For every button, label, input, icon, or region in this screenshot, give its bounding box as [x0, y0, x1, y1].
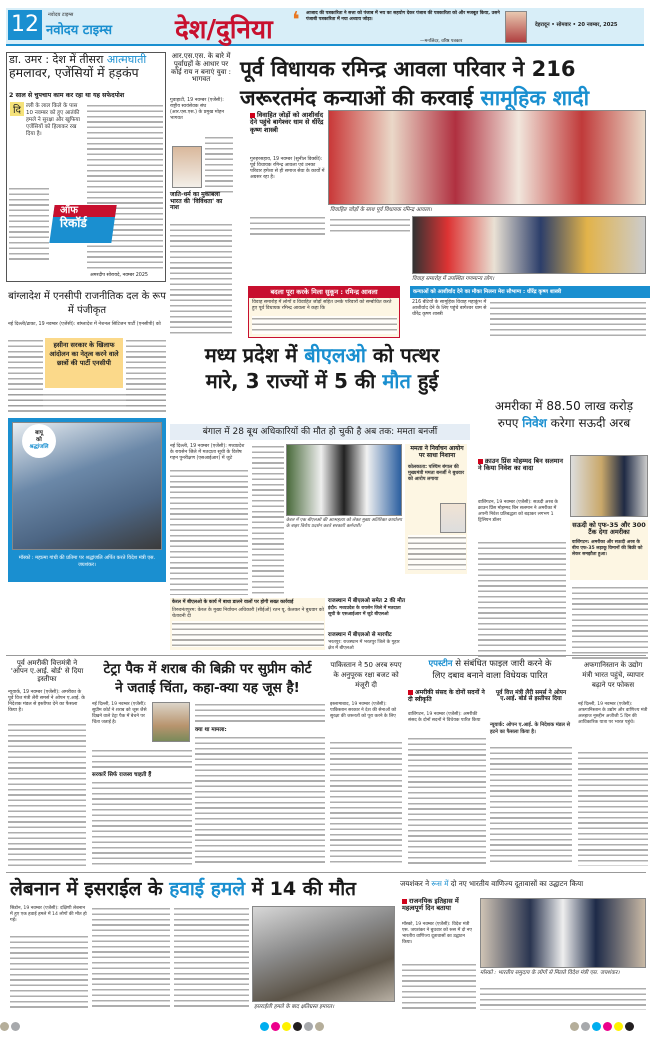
bluebar-text: 216 बेटियों के सामूहिक विवाह महाकुंभ में आशीर्वाद देने के लिए पहुंचे बागेश्वर धाम से धीरेंद्र कृष्ण शास्त्री [412, 300, 487, 317]
bengal-subbar: बंगाल में 28 बूथ अधिकारियों की मौत हो चुकी है अब तक: ममता बनर्जी [170, 424, 470, 440]
gandhi-caption: मॉस्को : महात्मा गांधी की प्रतिमा पर श्रद्धांजलि अर्पित करते विदेश मंत्री एस. जयशंकर। [18, 555, 156, 568]
bullet-icon [402, 899, 407, 904]
date-line: देहरादून • सोमवार • 20 नवम्बर, 2025 [535, 22, 618, 28]
main-subhead: विवाहित जोड़ों को आशीर्वाद देने पहुंचे बागेश्वर धाम से धीरेंद्र कृष्ण शास्त्री [250, 111, 324, 134]
lebanon-dateline: सिडोन, 19 नवम्बर (एजेंसी): दक्षिणी लेबनान में हुए एक हवाई हमले में 14 लोगों की मौत हो गई। [10, 906, 87, 923]
pakistan-dateline: इस्लामाबाद, 19 नवम्बर (एजेंसी): पाकिस्तान सरकार ने देश की सेनाओं को सुरक्षा की जरूरतों को पूरा करने के लिए [330, 702, 397, 719]
tetra-headline: टेट्रा पैक में शराब की बिक्री पर सुप्रीम कोर्ट ने जताई चिंता, कहा-क्या यह जूस है! [103, 661, 312, 696]
bhagwat-photo [172, 146, 202, 188]
rss-body-2 [170, 222, 232, 334]
mamata-body [408, 535, 466, 570]
jaishankar-photo [480, 898, 646, 968]
registration-dot [304, 1022, 313, 1031]
quote-author-photo [505, 11, 527, 43]
mp-dateline: नई दिल्ली, 19 नवम्बर (एजेंसी): मध्यप्रदेश के रायसेन जिले में मतदाता सूची के विशेष गहन पुनरीक्षण (एसआईआर) में जुटे [170, 444, 245, 461]
rss-dateline: गुवाहाटी, 19 नवम्बर (एजेंसी): राष्ट्रीय स्वयंसेवक संघ (आर.एस.एस.) के प्रमुख मोहन भागवत [170, 98, 225, 121]
kerala-box-text: तिरुवनंतपुरम: केरल के मुख्य निर्वाचन अधिकारी (सीईओ) रतन यू. केलकर ने बुधवार को चेतावनी दी [172, 608, 324, 619]
kerala-box-body [172, 621, 324, 647]
lebanon-body-3 [174, 906, 249, 1010]
off-record-label: ऑफ रिकॉर्ड [60, 205, 87, 230]
main-photo-1 [328, 110, 646, 205]
main-photo-1-caption: विवाहित जोड़ों के साथ पूर्व विधायक रमिन्द्र आवला। [330, 207, 432, 213]
saudi-box-title: सऊदी को एफ-35 और 300 टैंक देगा अमरीका [572, 521, 646, 537]
summers-dateline: न्यूयार्क, 19 नवम्बर (एजेंसी): अमरीका के पूर्व वित्त मंत्री लैरी समर्स ने ओपन ए.आई. के निदेशक मंडल से इस्तीफा देने का फैसला किया है। [8, 690, 85, 713]
main-headline: पूर्व विधायक रमिन्द्र आवला परिवार ने 216 जरूरतमंद कन्याओं की करवाई सामूहिक शादी [240, 57, 590, 110]
saudi-photo [570, 455, 648, 517]
print-color-bar [0, 1020, 650, 1034]
bangladesh-dateline: नई दिल्ली/ढाका, 19 नवम्बर (एजेंसी): बांग्लादेश में नेशनल सिटिजन पार्टी (एनसीपी) को [8, 322, 161, 327]
lebanon-headline: लेबनान में इसराईल के हवाई हमले में 14 की मौत [10, 878, 356, 900]
umar-headline: डा. उमर : देश में तीसरा आत्मघाती हमलावर, एजेंसियों में हड़कंप [9, 53, 147, 81]
redbar-body [252, 316, 397, 334]
bangladesh-highlight: हसीना सरकार के खिलाफ आंदोलन का नेतृत्व करने वाले छात्रों की पार्टी एनसीपी [45, 338, 123, 388]
side1-text: इंदौर: मध्यप्रदेश के रायसेन जिले में मतदाता सूची के एसआईआर में जुटे बीएलओ [328, 606, 401, 617]
epstein-sub-left: अमरीकी संसद के दोनों सदनों ने दी स्वीकृति [408, 689, 485, 703]
registration-dot [293, 1022, 302, 1031]
jaishankar-body-2 [480, 986, 646, 1010]
lebanon-photo [252, 906, 395, 1002]
bluebar-body [490, 300, 646, 336]
afghan-body [578, 750, 648, 866]
umar-subhead: 2 साल से चुपचाप काम कर रहा था यह सफेदपोश [9, 92, 125, 99]
saudi-body [478, 540, 566, 660]
paper-small-logo: नवोदय टाइम्स [48, 12, 74, 18]
registration-dot [570, 1022, 579, 1031]
section-title: देश/दुनिया [175, 15, 273, 45]
epstein-body [408, 736, 486, 866]
jaishankar-body [402, 962, 476, 1010]
side2-title: राजस्थान में बीएलओ से मारपीट [328, 632, 392, 638]
tetra-body-2 [92, 780, 192, 866]
jaishankar-sub: राजनयिक इतिहास में महत्वपूर्ण दिन बताया [402, 897, 459, 913]
page-number: 12 [8, 10, 42, 40]
epstein-headline: एपस्टीन से संबंधित फाइल जारी करने के लिए दबाव बनाने वाला विधेयक पारित [428, 659, 552, 681]
bangladesh-body-b [8, 392, 166, 412]
saudi-body-2 [572, 585, 648, 660]
kerala-photo-caption: केरल में एक बीएलओ की आत्महत्या को लेकर मुख्य अतिरिक्त कार्यालय के बाहर विरोध प्रदर्शन करते सरकारी कर्मचारी। [286, 518, 402, 529]
registration-dot [282, 1022, 291, 1031]
bullet-icon [250, 113, 255, 118]
gandhi-label: बापू को श्रद्धांजलि [22, 424, 56, 458]
mp-headline: मध्य प्रदेश में बीएलओ को पत्थर मारे, 3 राज्यों में 5 की मौत हुई [204, 343, 440, 393]
registration-dot [592, 1022, 601, 1031]
umar-body-right [87, 103, 163, 269]
tetra-sub1: सरकारें सिर्फ राजस्व चाहती हैं [92, 772, 152, 778]
quote-mark: ❛ [292, 8, 300, 33]
registration-dot [603, 1022, 612, 1031]
jaishankar-dateline: मॉस्को, 19 नवम्बर (एजेंसी): विदेश मंत्री एस. जयशंकर ने बुधवार को रूस में दो नए भारतीय वाणिज्य दूतावासों का उद्घाटन किया। [402, 922, 472, 945]
pakistan-headline: पाकिस्तान ने 50 अरब रुपए के अनुपूरक रक्षा बजट को मंजूरी दी [330, 661, 402, 689]
mamata-text: कोलकाता: पश्चिम बंगाल की मुख्यमंत्री ममता बनर्जी ने बुधवार को आरोप लगाया [408, 465, 465, 482]
epstein-dateline: वाशिंगटन, 19 नवम्बर (एजेंसी): अमरीकी संसद के दोनों सदनों ने विधेयक पारित किया [408, 712, 481, 723]
mp-body-2 [252, 444, 284, 595]
lebanon-photo-caption: इसराईली हमले के बाद क्षतिग्रस्त इमारत। [254, 1004, 335, 1010]
bluebar-title: कन्याओं को आशीर्वाद देने का मौका मिलना मेरा सौभाग्य : धीरेंद्र कृष्ण शास्त्री [410, 286, 650, 298]
divider [6, 655, 646, 656]
tetra-sub2: क्या था मामला: [195, 727, 227, 733]
lebanon-body-2 [92, 906, 170, 1010]
main-photo-2-caption: विवाह समारोह में उपस्थित गणमान्य लोग। [412, 276, 495, 282]
saudi-dateline: वाशिंगटन, 19 नवम्बर (एजेंसी): सऊदी अरब के क्राउन प्रिंस मोहम्मद बिन सलमान ने अमरीका में अपनी निवेश प्रतिबद्धता को बढ़ाकर लगभग 1 ट्रिलियन डॉलर [478, 500, 558, 523]
paper-logo: नवोदय टाइम्स [46, 23, 113, 38]
supreme-court-photo [152, 702, 190, 742]
registration-dot [581, 1022, 590, 1031]
redbar-title: बदला पूरा करके मिला सुकून : रमिन्द्र आवला [248, 286, 400, 298]
main-body [250, 215, 325, 235]
jaishankar-photo-caption: मॉस्को : भारतीय समुदाय के लोगों से मिलते विदेश मंत्री एस. जयशंकर। [480, 970, 620, 976]
quote-author: —मनजिंदर, वरिष्ठ पत्रकार [420, 39, 463, 44]
kerala-protest-photo [286, 444, 402, 516]
umar-byline: अमरदीप सोरायदे, नवम्बर 2025 [90, 273, 148, 278]
main-photo-2 [412, 216, 646, 274]
registration-dot [271, 1022, 280, 1031]
kerala-box-title: केरल में बीएलओ के कार्य में बाधा डालने वालों पर होगी सख्त कार्रवाई [172, 600, 294, 605]
registration-dot [0, 1022, 9, 1031]
bangladesh-headline: बांग्लादेश में एनसीपी राजनीतिक दल के रूप में पंजीकृत [8, 291, 166, 316]
registration-dot [260, 1022, 269, 1031]
main-dateline: गुरुहरसहाय, 19 नवम्बर (सुनील विक्की): पूर्व विधायक रमिन्द्र आवला एवं उनका परिवार हमेशा से ही समाज सेवा के कार्यों में अग्रसर रहा है। [250, 157, 325, 180]
dropcap: दि [10, 102, 24, 116]
epstein-sub-right: पूर्व वित्त मंत्री लैरी समर्स ने ओपन ए.आई. बोर्ड से इस्तीफा दिया [495, 690, 567, 703]
bullet-icon [408, 690, 413, 695]
epstein-body-2 [490, 745, 572, 866]
mp-body [170, 468, 248, 595]
tetra-body-1 [92, 748, 192, 770]
main-body-2 [330, 217, 410, 235]
side2-text: भरतपुर: राजस्थान में भरतपुर जिले के गुहार क्षेत्र में बीएलओ [328, 640, 400, 651]
summers-body [8, 722, 86, 867]
rss-photo-caption: जाति-धर्म का मुकाबला भारत की 'विविधता' का नाश [170, 191, 223, 212]
tetra-dateline: नई दिल्ली, 19 नवम्बर (एजेंसी): सुप्रीम कोर्ट ने शराब को जूस जैसे दिखने वाले टेट्रा पैक में बेचने पर चिंता जताई है। [92, 702, 147, 725]
rss-headline: आर.एस.एस. के बारे में पूर्वाग्रहों के आधार पर कोई राय न बनाएं युवा : भागवत [170, 52, 232, 84]
saudi-box-text: वाशिंगटन: अमरीका और सऊदी अरब के बीच एफ-35 लड़ाकू विमानों की बिक्री को लेकर समझौता हुआ। [572, 540, 643, 557]
saudi-headline: अमरीका में 88.50 लाख करोड़ रुपए निवेश करेगा सऊदी अरब [494, 399, 634, 430]
header-quote: आजाद की पत्रकारिता ने सत्ता को पंजाब में भय का सहयोग देकर पंजाब की पत्रकारिता को और मजबूत किया, उसने पंजाबी पत्रकारिता में नया अध्याय जोड़ा। [306, 11, 500, 22]
mamata-photo [440, 503, 466, 533]
afghan-dateline: नई दिल्ली, 19 नवम्बर (एजेंसी): अफगानिस्तान के उद्योग और वाणिज्य मंत्री अलहाज नूरुद्दीन अजीजी 5 दिन की आधिकारिक यात्रा पर भारत पहुंचे। [578, 702, 648, 725]
summers-headline: पूर्व अमरीकी वित्तमंत्री ने 'ओपन ए.आई. बोर्ड' से दिया इस्तीफा [10, 659, 84, 683]
registration-dot [11, 1022, 20, 1031]
pakistan-body [330, 740, 402, 866]
registration-dot [315, 1022, 324, 1031]
divider [6, 872, 646, 873]
tetra-body-4 [195, 735, 325, 866]
afghan-headline: अफगानिस्तान के उद्योग मंत्री भारत पहुंचे, व्यापार बढ़ाने पर फोकस [582, 661, 644, 689]
umar-lead: ल्ली के लाल किले के पास 10 नवम्बर को हुए आतंकी हमले ने सुरक्षा और खुफिया एजेंसियों को हिलाकर रख दिया है। [26, 103, 84, 138]
side1-title: राजस्थान में बीएलओ समेत 2 की मौत [328, 598, 405, 604]
jaishankar-headline: जयशंकर ने रूस में दो नए भारतीय वाणिज्य दूतावासों का उद्घाटन किया [400, 879, 584, 888]
registration-dot [614, 1022, 623, 1031]
mamata-title: ममता ने निर्वाचन आयोग पर साधा निशाना [410, 445, 464, 459]
umar-body-left [9, 186, 49, 260]
tetra-body-3 [195, 702, 325, 724]
registration-dot [625, 1022, 634, 1031]
redbar-text: विवाह समारोह में लोगों व विवाहित जोड़ों सहित उनके परिवारों को सम्बोधित करते हुए पूर्व विधायक रमिन्द्र आवला ने कहा कि [252, 300, 392, 311]
rss-body [205, 135, 233, 195]
epstein-sub-right-text: न्यूयार्क: ओपन ए.आई. के निदेशक मंडल से हटने का फैसला किया है। [490, 722, 570, 735]
bullet-icon [478, 459, 483, 464]
saudi-subhead: क्राउन प्रिंस मोहम्मद बिन सलमान ने किया निवेश का वादा [478, 457, 563, 473]
lebanon-body-1 [10, 934, 88, 1010]
